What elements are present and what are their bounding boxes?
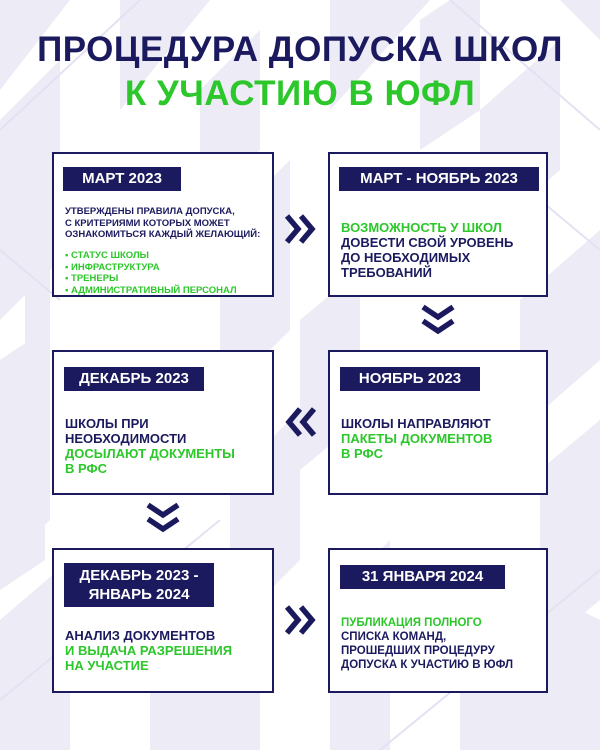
chevron-right-icon (282, 209, 322, 249)
step-description: ШКОЛЫ НАПРАВЛЯЮТ ПАКЕТЫ ДОКУМЕНТОВ В РФС (341, 416, 493, 461)
chevron-down-icon (418, 302, 458, 342)
step-description: АНАЛИЗ ДОКУМЕНТОВ И ВЫДАЧА РАЗРЕШЕНИЯ НА УЧАСТИЕ (65, 628, 233, 673)
step-date-badge: НОЯБРЬ 2023 (340, 367, 480, 391)
chevron-right-icon (282, 600, 322, 640)
chevron-left-icon (281, 402, 321, 442)
step-date-badge: 31 ЯНВАРЯ 2024 (340, 565, 505, 589)
step-description: УТВЕРЖДЕНЫ ПРАВИЛА ДОПУСКА, С КРИТЕРИЯМИ КОТОРЫХ МОЖЕТ ОЗНАКОМИТЬСЯ КАЖДЫЙ ЖЕЛАЮЩИЙ: (65, 206, 261, 240)
step-card-december-2023-january-2024 (52, 548, 274, 693)
step-description: ШКОЛЫ ПРИ НЕОБХОДИМОСТИ ДОСЫЛАЮТ ДОКУМЕНТЫ В РФС (65, 416, 235, 476)
step-date-badge: ДЕКАБРЬ 2023 (64, 367, 204, 391)
step-date-badge: МАРТ - НОЯБРЬ 2023 (339, 167, 539, 191)
step-description: ВОЗМОЖНОСТЬ У ШКОЛ ДОВЕСТИ СВОЙ УРОВЕНЬ ДО НЕОБХОДИМЫХ ТРЕБОВАНИЙ (341, 220, 514, 280)
step-card-december-2023 (52, 350, 274, 495)
step-description: ПУБЛИКАЦИЯ ПОЛНОГО СПИСКА КОМАНД, ПРОШЕДШИХ ПРОЦЕДУРУ ДОПУСКА К УЧАСТИЮ В ЮФЛ (341, 617, 514, 671)
step-card-31-january-2024 (328, 548, 548, 693)
step-card-november-2023 (328, 350, 548, 495)
list-item: ▪ АДМИНИСТРАТИВНЫЙ ПЕРСОНАЛ (65, 285, 237, 297)
page-title: ПРОЦЕДУРА ДОПУСКА ШКОЛ (37, 30, 563, 69)
criteria-list (65, 250, 237, 296)
list-item: ▪ СТАТУС ШКОЛЫ (65, 250, 237, 262)
chevron-down-icon (143, 500, 183, 540)
step-card-march-november-2023 (328, 152, 548, 297)
page-subtitle: К УЧАСТИЮ В ЮФЛ (124, 74, 476, 113)
list-item: ▪ ИНФРАСТРУКТУРА (65, 262, 237, 274)
step-card-march-2023 (52, 152, 274, 297)
list-item: ▪ ТРЕНЕРЫ (65, 273, 237, 285)
step-date-badge: МАРТ 2023 (63, 167, 181, 191)
step-date-badge: ДЕКАБРЬ 2023 - ЯНВАРЬ 2024 (64, 563, 214, 607)
